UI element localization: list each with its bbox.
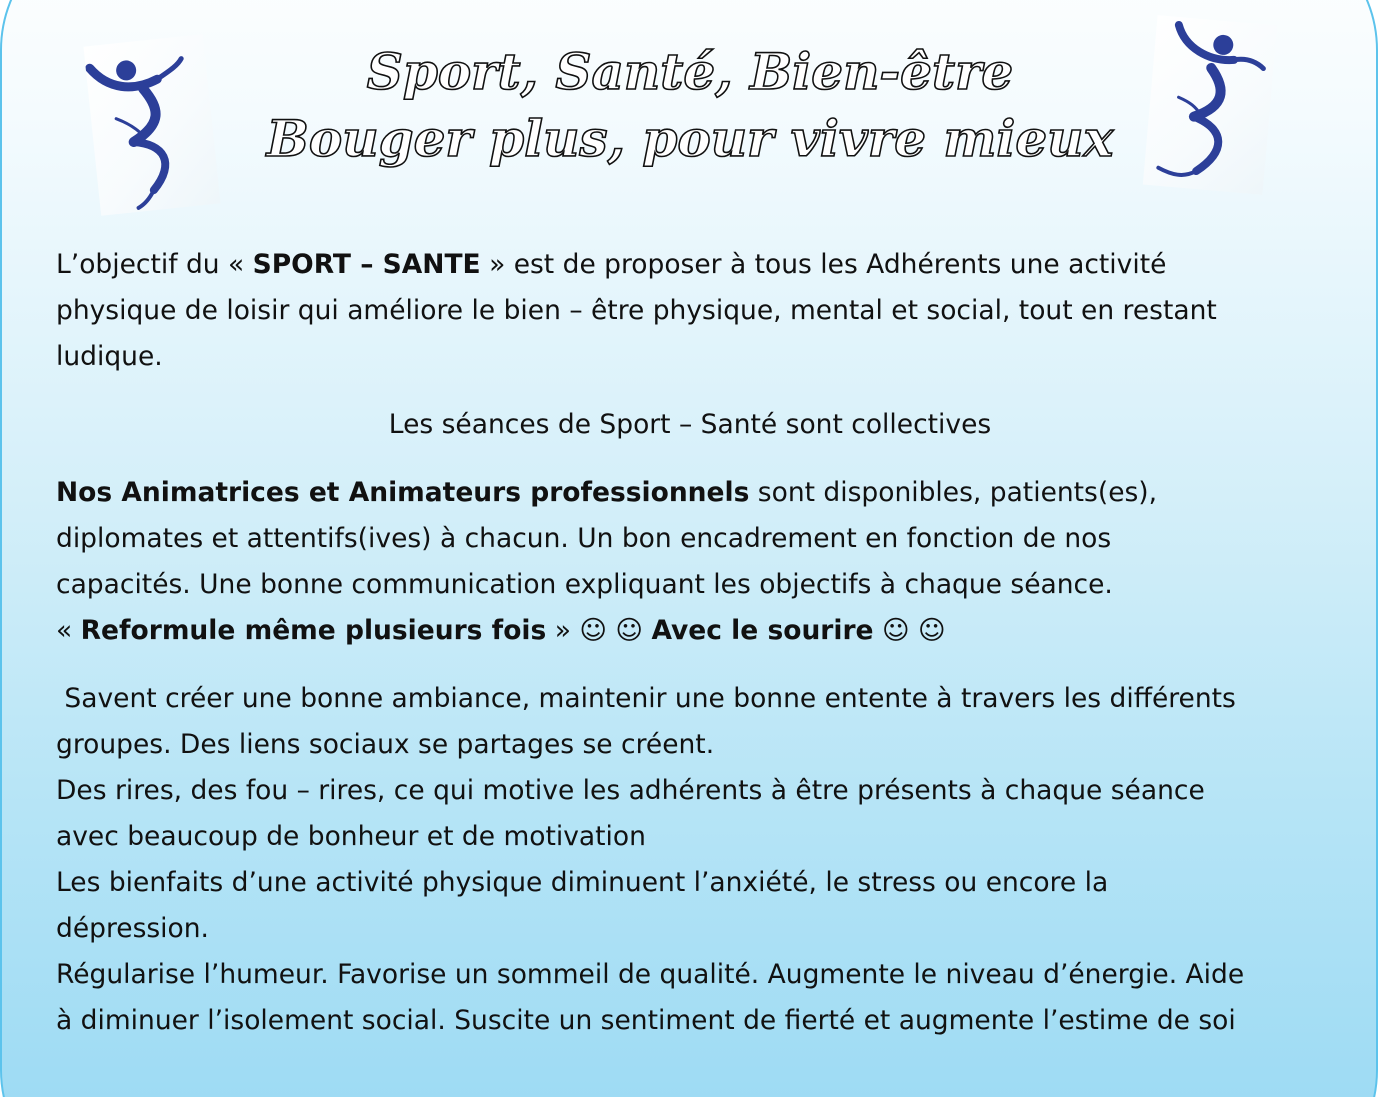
dancing-figure-icon bbox=[83, 34, 220, 216]
logo-left bbox=[83, 34, 220, 216]
animators-paragraph bbox=[56, 470, 1326, 654]
benefits-line-1: Savent créer une bonne ambiance, maintenir une bonne entente à travers les différents bbox=[56, 683, 1236, 714]
collective-sessions-text: Les séances de Sport – Santé sont collectives bbox=[388, 409, 992, 440]
animators-highlight: Nos Animatrices et Animateurs professionnels bbox=[56, 477, 750, 508]
benefits-line-4: avec beaucoup de bonheur et de motivation bbox=[56, 821, 646, 852]
animators-line-4: « Reformule même plusieurs fois » ☺ ☺ Avec le sourire ☺ ☺ bbox=[56, 615, 946, 646]
benefits-line-5: Les bienfaits d’une activité physique diminuent l’anxiété, le stress ou encore la bbox=[56, 867, 1109, 898]
benefits-paragraph bbox=[56, 676, 1326, 1044]
smiley-icons: ☺ ☺ bbox=[873, 615, 946, 646]
animators-line-3: capacités. Une bonne communication expliquant les objectifs à chaque séance. bbox=[56, 569, 1113, 600]
intro-line-1: L’objectif du « SPORT – SANTE » est de proposer à tous les Adhérents une activité bbox=[56, 249, 1167, 280]
benefits-line-7: Régularise l’humeur. Favorise un sommeil de qualité. Augmente le niveau d’énergie. Aide bbox=[56, 959, 1245, 990]
intro-line-2: physique de loisir qui améliore le bien – être physique, mental et social, tout en restant bbox=[56, 295, 1217, 326]
benefits-line-2: groupes. Des liens sociaux se partages se créent. bbox=[56, 729, 715, 760]
intro-paragraph bbox=[56, 242, 1326, 380]
sport-sante-highlight: SPORT – SANTE bbox=[252, 249, 481, 280]
animators-line-2: diplomates et attentifs(ives) à chacun. Un bon encadrement en fonction de nos bbox=[56, 523, 1112, 554]
benefits-line-6: dépression. bbox=[56, 913, 209, 944]
benefits-line-8: à diminuer l’isolement social. Suscite un sentiment de fierté et augmente l’estime de soi bbox=[56, 1005, 1236, 1036]
animators-line-1: Nos Animatrices et Animateurs professionnels sont disponibles, patients(es), bbox=[56, 477, 1158, 508]
dancing-figure-icon bbox=[1143, 15, 1277, 195]
smiley-icons: » ☺ ☺ bbox=[546, 615, 652, 646]
benefits-line-3: Des rires, des fou – rires, ce qui motive les adhérents à être présents à chaque séance bbox=[56, 775, 1205, 806]
sourire-highlight: Avec le sourire bbox=[651, 615, 874, 646]
reformule-highlight: Reformule même plusieurs fois bbox=[80, 615, 547, 646]
intro-line-3: ludique. bbox=[56, 341, 163, 372]
logo-right bbox=[1143, 15, 1277, 195]
page-title: Sport, Santé, Bien-être bbox=[366, 42, 1014, 101]
page-subtitle: Bouger plus, pour vivre mieux bbox=[266, 109, 1114, 168]
